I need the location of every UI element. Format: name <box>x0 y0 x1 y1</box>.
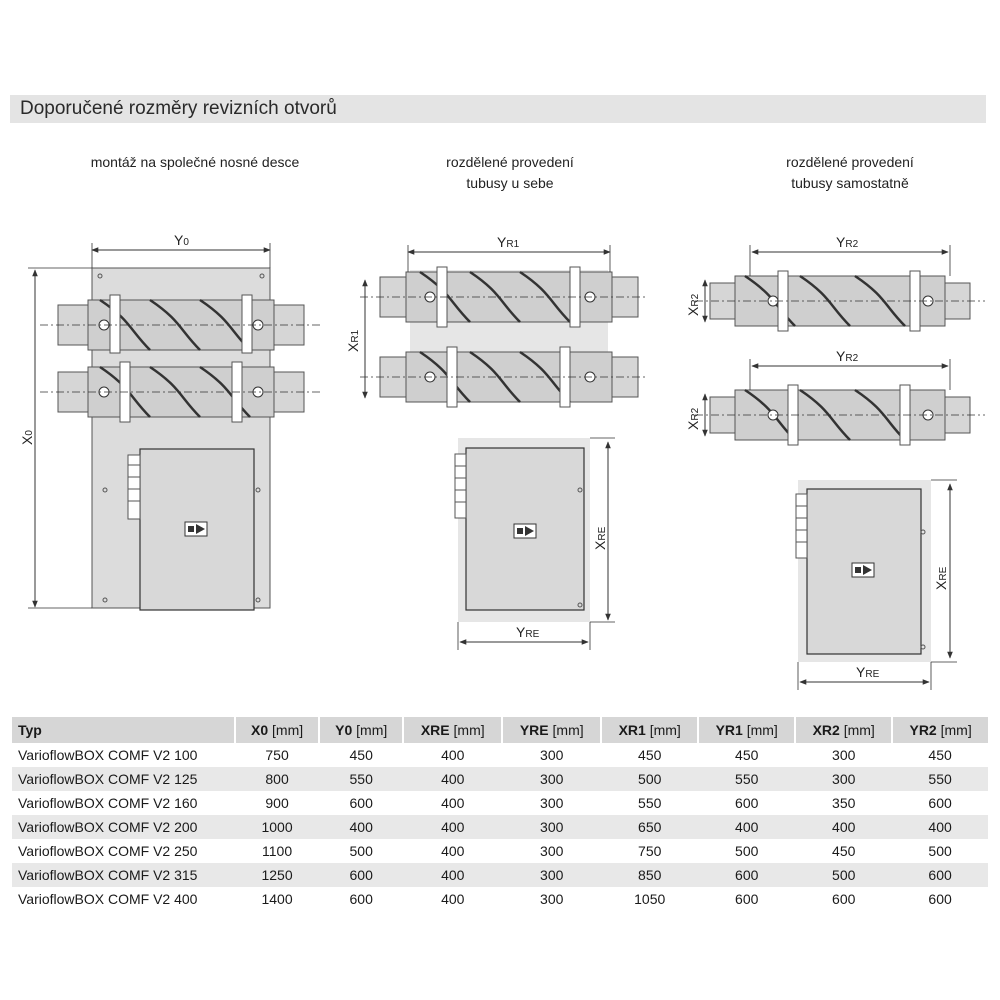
table-cell-value: 550 <box>638 795 662 811</box>
duct-lower-2 <box>360 347 645 407</box>
control-box-1 <box>128 449 254 610</box>
table-cell-value: 500 <box>349 843 373 859</box>
dim-y0-label: Y0 <box>174 232 189 248</box>
table-row <box>12 791 988 815</box>
table-cell-value: 300 <box>502 863 601 887</box>
table-cell-value: 300 <box>540 843 564 859</box>
caption-line: montáž na společné nosné desce <box>90 154 300 170</box>
duct-upper-2 <box>360 267 645 327</box>
table-cell-type: VarioflowBOX COMF V2 250 <box>18 843 198 859</box>
table-cell-value: 550 <box>319 767 403 791</box>
table-cell-value: 400 <box>441 891 465 907</box>
dim-yr2-label-lower: YR2 <box>836 348 859 364</box>
table-cell-value: 300 <box>502 767 601 791</box>
table-cell-value: 300 <box>540 795 564 811</box>
table-cell-value: 300 <box>540 747 564 763</box>
table-cell-value: 500 <box>795 863 892 887</box>
table-row <box>12 815 988 839</box>
dimensions-table <box>12 717 988 911</box>
table-cell-value: 750 <box>638 843 662 859</box>
col-header: YRE [mm] <box>502 717 601 743</box>
dim-x0-label: X0 <box>19 430 35 445</box>
col-header: XR1 [mm] <box>601 717 698 743</box>
table-cell-value: 1100 <box>262 843 293 859</box>
dim-yr2-label-upper: YR2 <box>836 234 859 250</box>
table-cell-value: 600 <box>735 891 759 907</box>
section-title: Doporučené rozměry revizních otvorů <box>20 98 337 119</box>
table-cell-type: VarioflowBOX COMF V2 400 <box>18 891 198 907</box>
variant-1-drawing <box>19 232 320 610</box>
control-box-2 <box>455 438 590 622</box>
table-cell-value: 850 <box>601 863 698 887</box>
table-cell-value: 450 <box>349 747 373 763</box>
duct-lower-3 <box>695 385 985 445</box>
duct-lower <box>40 362 320 422</box>
table-cell-value: 600 <box>349 795 373 811</box>
duct-upper <box>40 295 320 353</box>
table-cell-value: 500 <box>928 843 952 859</box>
table-cell-value: 600 <box>832 891 856 907</box>
table-cell-value: 1250 <box>235 863 319 887</box>
dim-xr2-label-upper: XR2 <box>685 293 701 316</box>
dim-xr2-label-lower: XR2 <box>685 407 701 430</box>
table-cell-value: 300 <box>795 767 892 791</box>
table-cell-value: 600 <box>319 863 403 887</box>
table-cell-value: 900 <box>265 795 289 811</box>
table-cell-value: 450 <box>832 843 856 859</box>
dim-xr1-label: XR1 <box>345 329 361 352</box>
table-row <box>12 863 988 887</box>
table-cell-value: 300 <box>502 815 601 839</box>
table-cell-value: 600 <box>349 891 373 907</box>
table-cell-type: VarioflowBOX COMF V2 315 <box>12 863 235 887</box>
table-cell-value: 550 <box>698 767 795 791</box>
table-cell-value: 350 <box>832 795 856 811</box>
dim-yr1-label: YR1 <box>497 234 520 250</box>
table-cell-value: 600 <box>928 795 952 811</box>
table-cell-value: 400 <box>403 863 502 887</box>
table-cell-value: 400 <box>403 767 502 791</box>
table-cell-value: 1000 <box>235 815 319 839</box>
table-cell-value: 400 <box>892 815 988 839</box>
table-cell-value: 1050 <box>634 891 666 907</box>
table-cell-value: 650 <box>601 815 698 839</box>
col-header: X0 [mm] <box>235 717 319 743</box>
table-cell-value: 450 <box>928 747 952 763</box>
col-header: Y0 [mm] <box>319 717 403 743</box>
table-cell-value: 800 <box>235 767 319 791</box>
col-header: Typ <box>12 717 235 743</box>
caption-line: tubusy samostatně <box>791 175 909 191</box>
table-row <box>12 767 988 791</box>
control-box-3 <box>796 480 931 662</box>
variant-3-drawing <box>685 234 985 690</box>
table-row <box>12 839 988 863</box>
table-cell-value: 400 <box>795 815 892 839</box>
table-cell-type: VarioflowBOX COMF V2 125 <box>12 767 235 791</box>
col-header: XRE [mm] <box>403 717 502 743</box>
table-cell-value: 600 <box>928 891 952 907</box>
table-cell-value: 400 <box>441 747 465 763</box>
caption-line: rozdělené provedení <box>446 154 574 170</box>
table-cell-value: 1400 <box>261 891 293 907</box>
table-cell-value: 400 <box>441 843 465 859</box>
table-cell-value: 550 <box>892 767 988 791</box>
table-cell-value: 400 <box>403 815 502 839</box>
table-cell-value: 450 <box>735 747 759 763</box>
table-cell-value: 500 <box>601 767 698 791</box>
table-cell-value: 400 <box>319 815 403 839</box>
caption-line: rozdělené provedení <box>786 154 914 170</box>
dim-xre-label-2: XRE <box>592 526 608 550</box>
table-cell-value: 750 <box>265 747 289 763</box>
table-cell-value: 400 <box>698 815 795 839</box>
table-cell-value: 300 <box>832 747 856 763</box>
variant-2-drawing <box>345 234 645 650</box>
table-cell-value: 600 <box>698 863 795 887</box>
table-cell-value: 450 <box>638 747 662 763</box>
table-cell-value: 600 <box>735 795 759 811</box>
table-cell-value: 300 <box>540 891 564 907</box>
table-cell-type: VarioflowBOX COMF V2 200 <box>12 815 235 839</box>
table-cell-type: VarioflowBOX COMF V2 160 <box>18 795 198 811</box>
dim-xre-label-3: XRE <box>933 566 949 590</box>
dim-yre-label-3: YRE <box>856 664 880 680</box>
col-header: YR1 [mm] <box>698 717 795 743</box>
col-header: YR2 [mm] <box>892 717 988 743</box>
col-header: XR2 [mm] <box>795 717 892 743</box>
table-cell-type: VarioflowBOX COMF V2 100 <box>18 747 198 763</box>
dim-yre-label-2: YRE <box>516 624 540 640</box>
table-row <box>12 887 988 911</box>
duct-upper-3 <box>695 271 985 331</box>
table-cell-value: 400 <box>441 795 465 811</box>
table-row <box>12 743 988 767</box>
table-cell-value: 500 <box>735 843 759 859</box>
caption-line: tubusy u sebe <box>466 175 554 191</box>
table-header-row <box>12 717 988 743</box>
table-cell-value: 600 <box>892 863 988 887</box>
